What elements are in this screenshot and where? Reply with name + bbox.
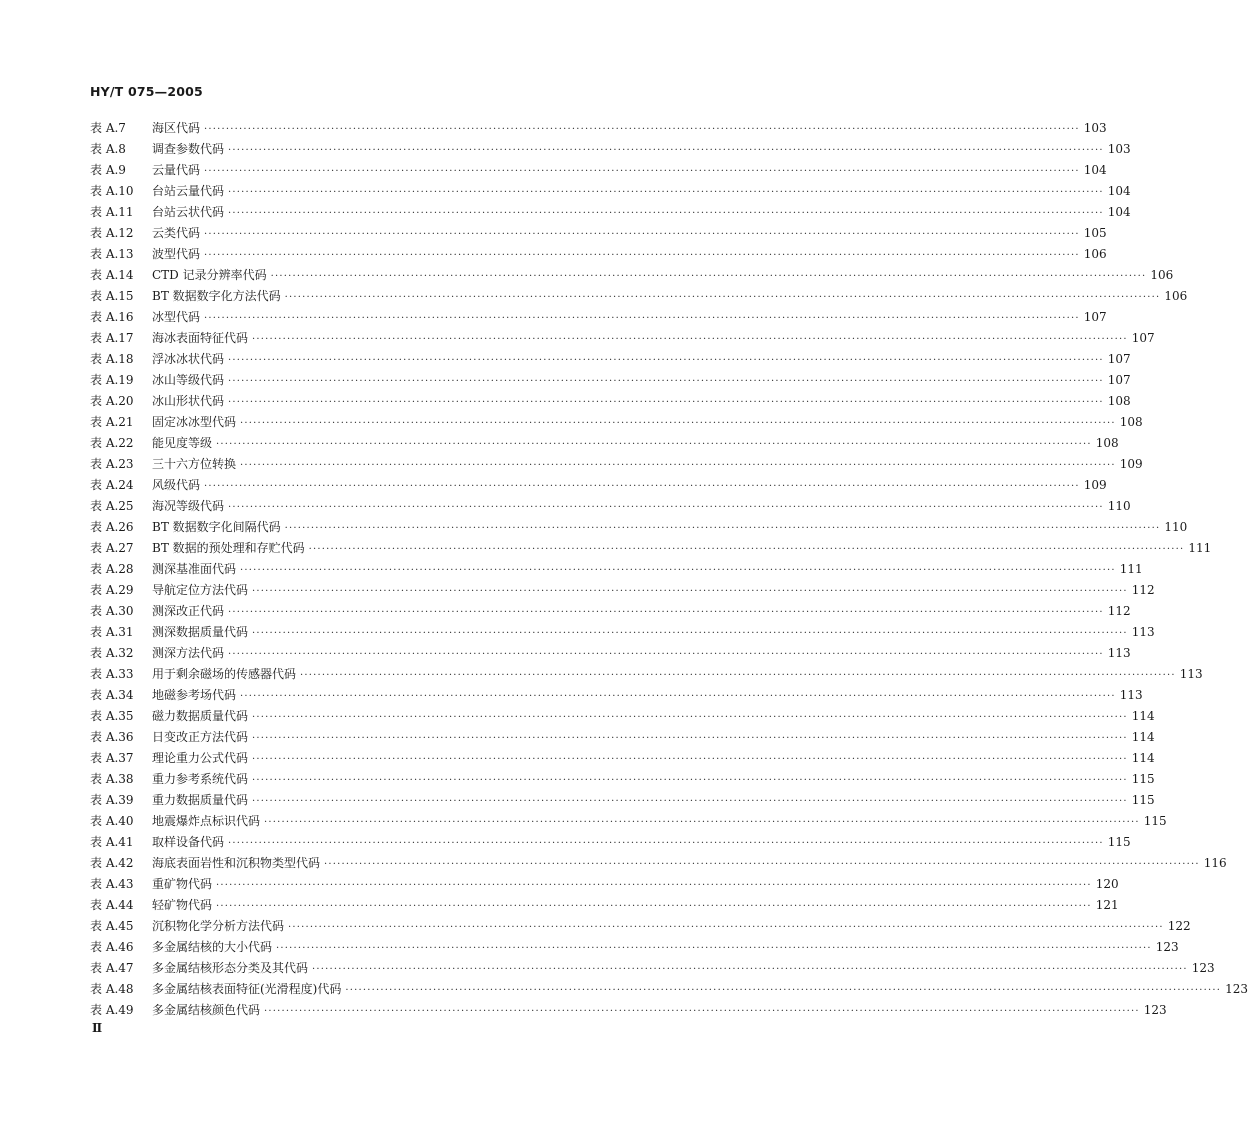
dot-leader: ········································································································································································································: [228, 502, 1104, 513]
toc-table-number: 表 A.15: [90, 289, 134, 303]
toc-entry-title: 海底表面岩性和沉积物类型代码: [152, 856, 321, 870]
toc-entry[interactable]: [90, 307, 1107, 328]
dot-leader: ········································································································································································································: [228, 145, 1104, 156]
toc-table-number: 表 A.35: [90, 709, 134, 723]
toc-entry[interactable]: [90, 916, 1191, 937]
toc-table-number: 表 A.27: [90, 541, 134, 555]
toc-entry[interactable]: [90, 181, 1131, 202]
toc-entry[interactable]: [90, 874, 1119, 895]
toc-entry-title: 云量代码: [152, 163, 201, 177]
toc-page-number: 106: [1083, 247, 1107, 261]
toc-entry[interactable]: [90, 685, 1143, 706]
toc-entry-title: 地震爆炸点标识代码: [152, 814, 261, 828]
toc-table-number: 表 A.36: [90, 730, 134, 744]
toc-page-number: 107: [1107, 352, 1131, 366]
toc-page-number: 103: [1107, 142, 1131, 156]
toc-page-number: 109: [1119, 457, 1143, 471]
toc-entry[interactable]: [90, 664, 1203, 685]
toc-table-number: 表 A.39: [90, 793, 134, 807]
toc-table-number: 表 A.17: [90, 331, 134, 345]
toc-page-number: 113: [1119, 688, 1143, 702]
toc-entry[interactable]: [90, 433, 1119, 454]
toc-entry[interactable]: [90, 1000, 1167, 1021]
toc-page-number: 108: [1095, 436, 1119, 450]
dot-leader: ········································································································································································································: [228, 208, 1104, 219]
dot-leader: ········································································································································································································: [228, 376, 1104, 387]
dot-leader: ········································································································································································································: [216, 439, 1092, 450]
toc-entry[interactable]: [90, 748, 1155, 769]
toc-table-number: 表 A.22: [90, 436, 134, 450]
dot-leader: ········································································································································································································: [228, 838, 1104, 849]
toc-entry-title: 取样设备代码: [152, 835, 225, 849]
toc-table-number: 表 A.19: [90, 373, 134, 387]
toc-entry-title: 冰山形状代码: [152, 394, 225, 408]
toc-entry-title: BT 数据数字化间隔代码: [152, 520, 281, 534]
toc-table-number: 表 A.43: [90, 877, 134, 891]
toc-entry-title: 冰型代码: [152, 310, 201, 324]
dot-leader: ········································································································································································································: [252, 586, 1128, 597]
toc-entry[interactable]: [90, 412, 1143, 433]
toc-table-number: 表 A.21: [90, 415, 134, 429]
toc-table-number: 表 A.29: [90, 583, 134, 597]
toc-page-number: 115: [1107, 835, 1131, 849]
toc-page-number: 111: [1119, 562, 1143, 576]
dot-leader: ········································································································································································································: [228, 187, 1104, 198]
toc-entry[interactable]: [90, 118, 1107, 139]
dot-leader: ········································································································································································································: [284, 292, 1161, 303]
toc-entry[interactable]: [90, 391, 1131, 412]
toc-page-number: 116: [1203, 856, 1227, 870]
toc-page-number: 115: [1131, 793, 1155, 807]
toc-entry[interactable]: [90, 895, 1119, 916]
dot-leader: ········································································································································································································: [204, 124, 1080, 135]
toc-page-number: 112: [1131, 583, 1155, 597]
toc-table-number: 表 A.32: [90, 646, 134, 660]
toc-entry-title: 多金属结核颜色代码: [152, 1003, 261, 1017]
toc-entry[interactable]: [90, 538, 1212, 559]
toc-table-number: 表 A.45: [90, 919, 134, 933]
toc-page-number: 113: [1107, 646, 1131, 660]
toc-entry-title: 测深基准面代码: [152, 562, 237, 576]
dot-leader: ········································································································································································································: [228, 355, 1104, 366]
toc-table-number: 表 A.40: [90, 814, 134, 828]
toc-entry[interactable]: [90, 517, 1188, 538]
toc-page-number: 120: [1095, 877, 1119, 891]
toc-entry[interactable]: [90, 328, 1155, 349]
toc-entry-title: 重力数据质量代码: [152, 793, 249, 807]
toc-entry-title: BT 数据数字化方法代码: [152, 289, 281, 303]
toc-table-number: 表 A.44: [90, 898, 134, 912]
dot-leader: ········································································································································································································: [345, 985, 1222, 996]
toc-entry[interactable]: [90, 853, 1227, 874]
toc-entry[interactable]: [90, 769, 1155, 790]
toc-page-number: 113: [1131, 625, 1155, 639]
dot-leader: ········································································································································································································: [228, 607, 1104, 618]
dot-leader: ········································································································································································································: [204, 166, 1080, 177]
dot-leader: ········································································································································································································: [204, 229, 1080, 240]
toc-page-number: 106: [1164, 289, 1188, 303]
toc-table-number: 表 A.7: [90, 121, 126, 135]
document-id-header: HY/T 075—2005: [90, 84, 203, 99]
toc-page-number: 123: [1155, 940, 1179, 954]
toc-entry-title: 浮冰冰状代码: [152, 352, 225, 366]
toc-entry-title: 台站云状代码: [152, 205, 225, 219]
dot-leader: ········································································································································································································: [252, 733, 1128, 744]
toc-table-number: 表 A.31: [90, 625, 134, 639]
toc-entry-title: 调查参数代码: [152, 142, 225, 156]
toc-entry-title: 重矿物代码: [152, 877, 213, 891]
toc-entry[interactable]: [90, 223, 1107, 244]
dot-leader: ········································································································································································································: [252, 754, 1128, 765]
toc-table-number: 表 A.30: [90, 604, 134, 618]
toc-table-number: 表 A.10: [90, 184, 134, 198]
toc-entry[interactable]: [90, 832, 1131, 853]
toc-page-number: 104: [1083, 163, 1107, 177]
toc-entry[interactable]: [90, 706, 1155, 727]
dot-leader: ········································································································································································································: [252, 796, 1128, 807]
toc-entry[interactable]: [90, 454, 1143, 475]
toc-entry-title: 沉积物化学分析方法代码: [152, 919, 285, 933]
toc-table-number: 表 A.13: [90, 247, 134, 261]
toc-entry-title: 测深数据质量代码: [152, 625, 249, 639]
dot-leader: ········································································································································································································: [252, 775, 1128, 786]
toc-entry[interactable]: [90, 622, 1155, 643]
toc-page-number: 109: [1083, 478, 1107, 492]
toc-page-number: 108: [1107, 394, 1131, 408]
toc-entry-title: 波型代码: [152, 247, 201, 261]
toc-page-number: 107: [1131, 331, 1155, 345]
toc-table-number: 表 A.48: [90, 982, 134, 996]
dot-leader: ········································································································································································································: [252, 628, 1128, 639]
toc-table-number: 表 A.26: [90, 520, 134, 534]
toc-table-number: 表 A.47: [90, 961, 134, 975]
toc-table-number: 表 A.16: [90, 310, 134, 324]
dot-leader: ········································································································································································································: [204, 313, 1080, 324]
toc-table-number: 表 A.49: [90, 1003, 134, 1017]
toc-entry-title: 磁力数据质量代码: [152, 709, 249, 723]
toc-page-number: 115: [1143, 814, 1167, 828]
toc-entry-title: 风级代码: [152, 478, 201, 492]
dot-leader: ········································································································································································································: [308, 544, 1185, 555]
toc-entry-title: 理论重力公式代码: [152, 751, 249, 765]
table-of-contents: [90, 118, 1248, 1021]
toc-entry[interactable]: [90, 601, 1131, 622]
toc-entry-title: 测深方法代码: [152, 646, 225, 660]
toc-page-number: 112: [1107, 604, 1131, 618]
toc-table-number: 表 A.12: [90, 226, 134, 240]
toc-entry-title: CTD 记录分辨率代码: [152, 268, 267, 282]
toc-entry-title: 海冰表面特征代码: [152, 331, 249, 345]
toc-entry-title: 地磁参考场代码: [152, 688, 237, 702]
toc-entry-title: 台站云量代码: [152, 184, 225, 198]
toc-entry[interactable]: [90, 643, 1131, 664]
toc-entry[interactable]: [90, 139, 1131, 160]
toc-entry-title: 云类代码: [152, 226, 201, 240]
toc-entry[interactable]: [90, 202, 1131, 223]
toc-page-number: 114: [1131, 709, 1155, 723]
toc-entry-title: 固定冰冰型代码: [152, 415, 237, 429]
toc-table-number: 表 A.23: [90, 457, 134, 471]
toc-table-number: 表 A.34: [90, 688, 134, 702]
toc-page-number: 111: [1188, 541, 1212, 555]
dot-leader: ········································································································································································································: [240, 691, 1116, 702]
toc-table-number: 表 A.28: [90, 562, 134, 576]
toc-page-number: 110: [1107, 499, 1131, 513]
dot-leader: ········································································································································································································: [240, 565, 1116, 576]
dot-leader: ········································································································································································································: [204, 250, 1080, 261]
toc-entry[interactable]: [90, 979, 1248, 1000]
toc-page-number: 123: [1191, 961, 1215, 975]
toc-entry[interactable]: [90, 958, 1215, 979]
toc-entry[interactable]: [90, 790, 1155, 811]
dot-leader: ········································································································································································································: [240, 418, 1116, 429]
toc-page-number: 113: [1179, 667, 1203, 681]
toc-table-number: 表 A.25: [90, 499, 134, 513]
toc-page-number: 107: [1107, 373, 1131, 387]
toc-entry[interactable]: [90, 937, 1179, 958]
toc-table-number: 表 A.38: [90, 772, 134, 786]
toc-entry[interactable]: [90, 244, 1107, 265]
toc-entry-title: 海区代码: [152, 121, 201, 135]
toc-entry[interactable]: [90, 370, 1131, 391]
toc-table-number: 表 A.14: [90, 268, 134, 282]
toc-page-number: 114: [1131, 751, 1155, 765]
dot-leader: ········································································································································································································: [300, 670, 1176, 681]
toc-page-number: 123: [1225, 982, 1248, 996]
toc-page-number: 108: [1119, 415, 1143, 429]
dot-leader: ········································································································································································································: [264, 817, 1140, 828]
toc-entry[interactable]: [90, 349, 1131, 370]
toc-page-number: 115: [1131, 772, 1155, 786]
toc-page-number: 110: [1164, 520, 1188, 534]
toc-table-number: 表 A.46: [90, 940, 134, 954]
toc-page-number: 106: [1150, 268, 1174, 282]
toc-entry-title: 多金属结核的大小代码: [152, 940, 273, 954]
toc-page-number: 122: [1167, 919, 1191, 933]
toc-page-number: 107: [1083, 310, 1107, 324]
dot-leader: ········································································································································································································: [264, 1006, 1140, 1017]
dot-leader: ········································································································································································································: [324, 859, 1200, 870]
toc-table-number: 表 A.41: [90, 835, 134, 849]
dot-leader: ········································································································································································································: [276, 943, 1152, 954]
dot-leader: ········································································································································································································: [204, 481, 1080, 492]
toc-entry-title: 导航定位方法代码: [152, 583, 249, 597]
toc-entry-title: 多金属结核形态分类及其代码: [152, 961, 309, 975]
toc-entry-title: 轻矿物代码: [152, 898, 213, 912]
toc-entry[interactable]: [90, 265, 1174, 286]
toc-table-number: 表 A.11: [90, 205, 134, 219]
toc-table-number: 表 A.42: [90, 856, 134, 870]
toc-entry-title: 用于剩余磁场的传感器代码: [152, 667, 297, 681]
toc-entry-title: 能见度等级: [152, 436, 213, 450]
toc-table-number: 表 A.20: [90, 394, 134, 408]
toc-entry-title: 重力参考系统代码: [152, 772, 249, 786]
toc-entry-title: 冰山等级代码: [152, 373, 225, 387]
toc-page-number: 121: [1095, 898, 1119, 912]
toc-table-number: 表 A.9: [90, 163, 126, 177]
toc-table-number: 表 A.18: [90, 352, 134, 366]
toc-entry-title: 三十六方位转换: [152, 457, 237, 471]
toc-entry[interactable]: [90, 475, 1107, 496]
dot-leader: ········································································································································································································: [252, 334, 1128, 345]
dot-leader: ········································································································································································································: [228, 397, 1104, 408]
toc-entry-title: 多金属结核表面特征(光滑程度)代码: [152, 982, 342, 996]
toc-entry[interactable]: [90, 559, 1143, 580]
toc-entry[interactable]: [90, 811, 1167, 832]
toc-entry[interactable]: [90, 580, 1155, 601]
toc-entry-title: 测深改正代码: [152, 604, 225, 618]
dot-leader: ········································································································································································································: [240, 460, 1116, 471]
dot-leader: ········································································································································································································: [216, 901, 1092, 912]
toc-page-number: 123: [1143, 1003, 1167, 1017]
dot-leader: ········································································································································································································: [312, 964, 1188, 975]
toc-table-number: 表 A.8: [90, 142, 126, 156]
toc-page-number: 104: [1107, 184, 1131, 198]
toc-page-number: 103: [1083, 121, 1107, 135]
dot-leader: ········································································································································································································: [284, 523, 1161, 534]
toc-entry-title: 日变改正方法代码: [152, 730, 249, 744]
toc-page-number: 114: [1131, 730, 1155, 744]
toc-page-number: 104: [1107, 205, 1131, 219]
toc-entry[interactable]: [90, 160, 1107, 181]
dot-leader: ········································································································································································································: [252, 712, 1128, 723]
toc-entry-title: BT 数据的预处理和存贮代码: [152, 541, 305, 555]
dot-leader: ········································································································································································································: [288, 922, 1164, 933]
toc-table-number: 表 A.33: [90, 667, 134, 681]
dot-leader: ········································································································································································································: [270, 271, 1147, 282]
dot-leader: ········································································································································································································: [228, 649, 1104, 660]
dot-leader: ········································································································································································································: [216, 880, 1092, 891]
toc-table-number: 表 A.24: [90, 478, 134, 492]
toc-table-number: 表 A.37: [90, 751, 134, 765]
toc-entry[interactable]: [90, 286, 1188, 307]
toc-entry[interactable]: [90, 496, 1131, 517]
toc-entry-title: 海况等级代码: [152, 499, 225, 513]
toc-entry[interactable]: [90, 727, 1155, 748]
page-number: Ⅱ: [92, 1021, 103, 1035]
toc-page-number: 105: [1083, 226, 1107, 240]
